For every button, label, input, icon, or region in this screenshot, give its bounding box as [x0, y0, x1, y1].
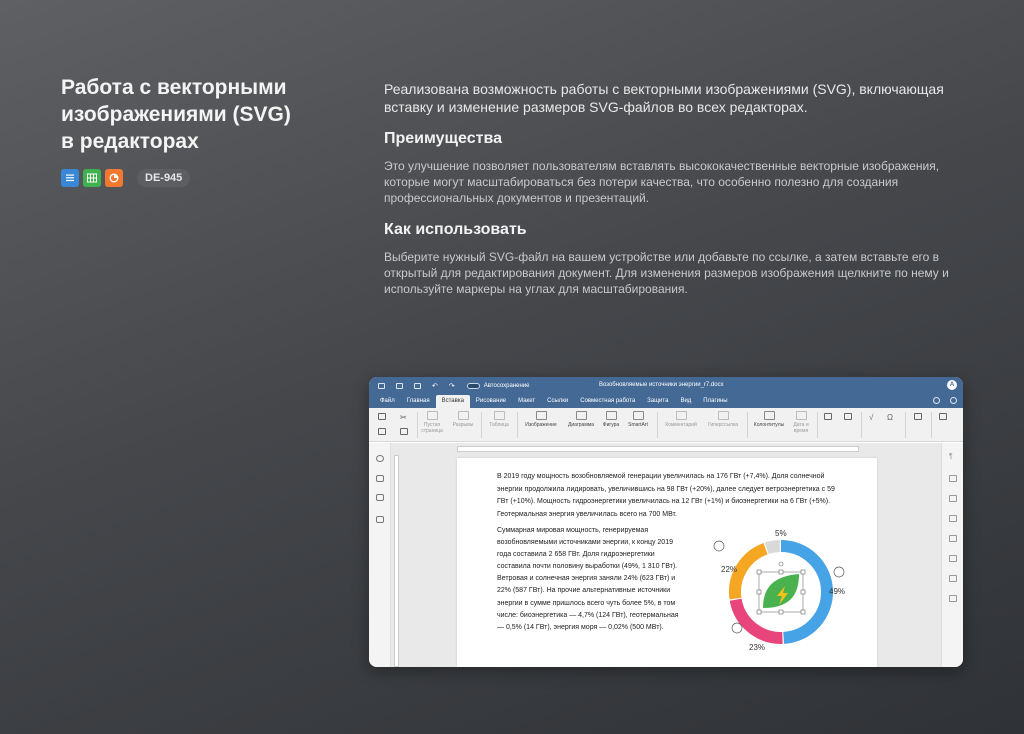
image-icon	[536, 411, 547, 420]
section-title-benefits: Преимущества	[384, 130, 502, 147]
equation-icon[interactable]: √	[869, 413, 874, 422]
tab-protection[interactable]: Защита	[647, 398, 669, 404]
paragraph-mark-icon[interactable]: ¶	[949, 453, 953, 460]
spreadsheet-editor-icon	[83, 169, 101, 187]
header-settings-icon[interactable]	[949, 515, 957, 522]
slice-label: 22%	[721, 565, 738, 574]
smartart-icon	[633, 411, 644, 420]
menu-tabs	[369, 394, 963, 408]
donut-slice	[767, 546, 780, 548]
wind-turbine-icon	[732, 623, 742, 633]
avatar[interactable]: A	[947, 380, 957, 390]
left-sidebar	[369, 443, 391, 667]
image-button[interactable]: Изображение	[519, 411, 563, 428]
slice-label: 23%	[749, 643, 766, 652]
copy-icon[interactable]	[378, 413, 386, 420]
breaks-icon	[458, 411, 469, 420]
tab-references[interactable]: Ссылки	[547, 398, 569, 404]
presentation-editor-icon	[105, 169, 123, 187]
search-icon[interactable]	[376, 455, 384, 462]
editor-titlebar	[369, 377, 963, 394]
document-title: Возобновляемые источники энергии_r7.docx	[599, 382, 724, 388]
comment-icon	[676, 411, 687, 420]
redo-icon[interactable]: ↷	[448, 382, 455, 390]
header-footer-icon	[764, 411, 775, 420]
paragraph[interactable]: Суммарная мировая мощность, генерируемая возобновляемыми источниками энергии, к концу 2019 года составила 2 658 ГВт. Доля гидроэнергетики составила почти половину выработки (49%, 1 310 ГВт). Ветровая и солнечная энергия заняли 24% (623 ГВт) и 22% (587 ГВт). На прочие альтернативные источники энергии в сумме пришлось всего чуть более 5%, в том числе: биоэнергетика — 4,7% (124 ГВт), геотермальная — 0,5% (14 ГВт), энергия моря — 0,02% (500 МВт).	[497, 527, 679, 631]
feature-header	[61, 74, 341, 187]
table-button[interactable]: Таблица	[485, 411, 513, 428]
autosave-label: Автосохранение	[483, 382, 530, 389]
shape-settings-icon[interactable]	[949, 535, 957, 542]
text-art-icon[interactable]	[844, 413, 852, 420]
breaks-button[interactable]: Разрывы	[449, 411, 477, 428]
textart-settings-icon[interactable]	[949, 575, 957, 582]
lead-text: Реализована возможность работы с векторными изображениями (SVG), включающая вставку и изменение размеров SVG-файлов во всех редакторах.	[384, 81, 944, 115]
feature-title: Работа с векторными изображениями (SVG) в редакторах	[61, 76, 291, 153]
select-all-icon[interactable]	[400, 428, 408, 435]
issue-tag: DE-945	[137, 169, 190, 187]
tab-file[interactable]: Файл	[380, 398, 395, 404]
open-location-icon[interactable]	[933, 397, 940, 404]
paragraph[interactable]: В 2019 году мощность возобновляемой генерации увеличилась на 176 ГВт (+7,4%). Доля солнечной энергии продолжила лидировать, увеличившись на 98 ГВт (+20%), далее следует ветроэнергетика с 59 ГВт (+10%). Мощность гидроэнергетики увеличилась на 12 ГВт (+1%) и биоэнергетики на 6 ГВт (+5%). Геотермальная энергия увеличилась всего на 700 МВт.	[497, 473, 835, 518]
text-box-icon[interactable]	[824, 413, 832, 420]
shape-icon	[606, 411, 617, 420]
shape-button[interactable]: Фигура	[599, 411, 623, 428]
insert-toolbar	[369, 408, 963, 442]
tab-draw[interactable]: Рисование	[475, 398, 507, 404]
table-settings-icon[interactable]	[949, 475, 957, 482]
datetime-button[interactable]: Дата и время	[789, 411, 813, 434]
headers-footers-button[interactable]: Колонтитулы	[749, 411, 789, 428]
slice-label: 5%	[775, 529, 787, 538]
selected-svg-icon[interactable]	[757, 562, 805, 614]
feature-description	[384, 80, 974, 297]
link-icon	[718, 411, 729, 420]
tab-home[interactable]: Главная	[406, 398, 430, 404]
tab-view[interactable]: Вид	[680, 398, 692, 404]
protection-icon[interactable]	[376, 516, 384, 523]
symbol-icon[interactable]: Ω	[887, 413, 893, 422]
smartart-button[interactable]: SmartArt	[623, 411, 653, 428]
slice-label: 49%	[829, 587, 846, 596]
save-icon[interactable]	[396, 383, 403, 389]
chart-icon	[576, 411, 587, 420]
section-text-benefits: Это улучшение позволяет пользователям вставлять высококачественные векторные изображения, которые могут масштабироваться без потери качества, что особенно полезно для создания профессиональных документов и презентаций.	[384, 159, 940, 205]
tab-plugins[interactable]: Плагины	[703, 398, 728, 404]
water-icon	[834, 567, 844, 577]
vertical-ruler[interactable]	[394, 455, 399, 667]
calendar-icon	[796, 411, 807, 420]
table-icon	[494, 411, 505, 420]
tab-layout[interactable]: Макет	[518, 398, 536, 404]
comment-button[interactable]: Комментарий	[659, 411, 703, 428]
blank-page-button[interactable]: Пустая страница	[421, 411, 443, 434]
undo-icon[interactable]: ↶	[432, 382, 438, 390]
document-editor-icon	[61, 169, 79, 187]
donut-chart[interactable]	[703, 526, 853, 664]
editor-badges	[61, 169, 341, 187]
navigation-icon[interactable]	[376, 494, 384, 501]
section-title-usage: Как использовать	[384, 221, 527, 238]
quick-print-icon[interactable]	[414, 383, 421, 389]
tab-insert[interactable]: Вставка	[436, 395, 470, 408]
paste-icon[interactable]	[378, 428, 386, 435]
svg-image[interactable]	[703, 526, 853, 664]
document-area	[369, 443, 963, 667]
comments-icon[interactable]	[376, 475, 384, 482]
hyperlink-button[interactable]: Гиперссылка	[703, 411, 743, 428]
image-settings-icon[interactable]	[949, 495, 957, 502]
autosave-toggle[interactable]	[467, 383, 480, 389]
chart-settings-icon[interactable]	[949, 555, 957, 562]
tab-collaboration[interactable]: Совместная работа	[580, 398, 636, 404]
blank-page-icon	[427, 411, 438, 420]
search-icon[interactable]	[950, 397, 957, 404]
form-field-icon[interactable]	[939, 413, 947, 420]
sun-icon	[714, 541, 724, 551]
right-sidebar	[941, 443, 963, 667]
print-icon[interactable]	[378, 383, 385, 389]
document-page[interactable]	[457, 458, 877, 667]
chart-button[interactable]: Диаграмма	[563, 411, 599, 428]
horizontal-ruler[interactable]	[457, 446, 859, 452]
drop-cap-icon[interactable]	[914, 413, 922, 420]
editor-screenshot	[369, 377, 963, 667]
section-text-usage: Выберите нужный SVG-файл на вашем устройстве или добавьте по ссылке, а затем вставьте его в открытый для редактирования документ. Для изменения размеров изображения щелкните по нему и используйте маркеры на углах для масштабирования.	[384, 250, 949, 296]
cut-icon[interactable]: ✂	[400, 413, 407, 422]
signature-settings-icon[interactable]	[949, 595, 957, 602]
